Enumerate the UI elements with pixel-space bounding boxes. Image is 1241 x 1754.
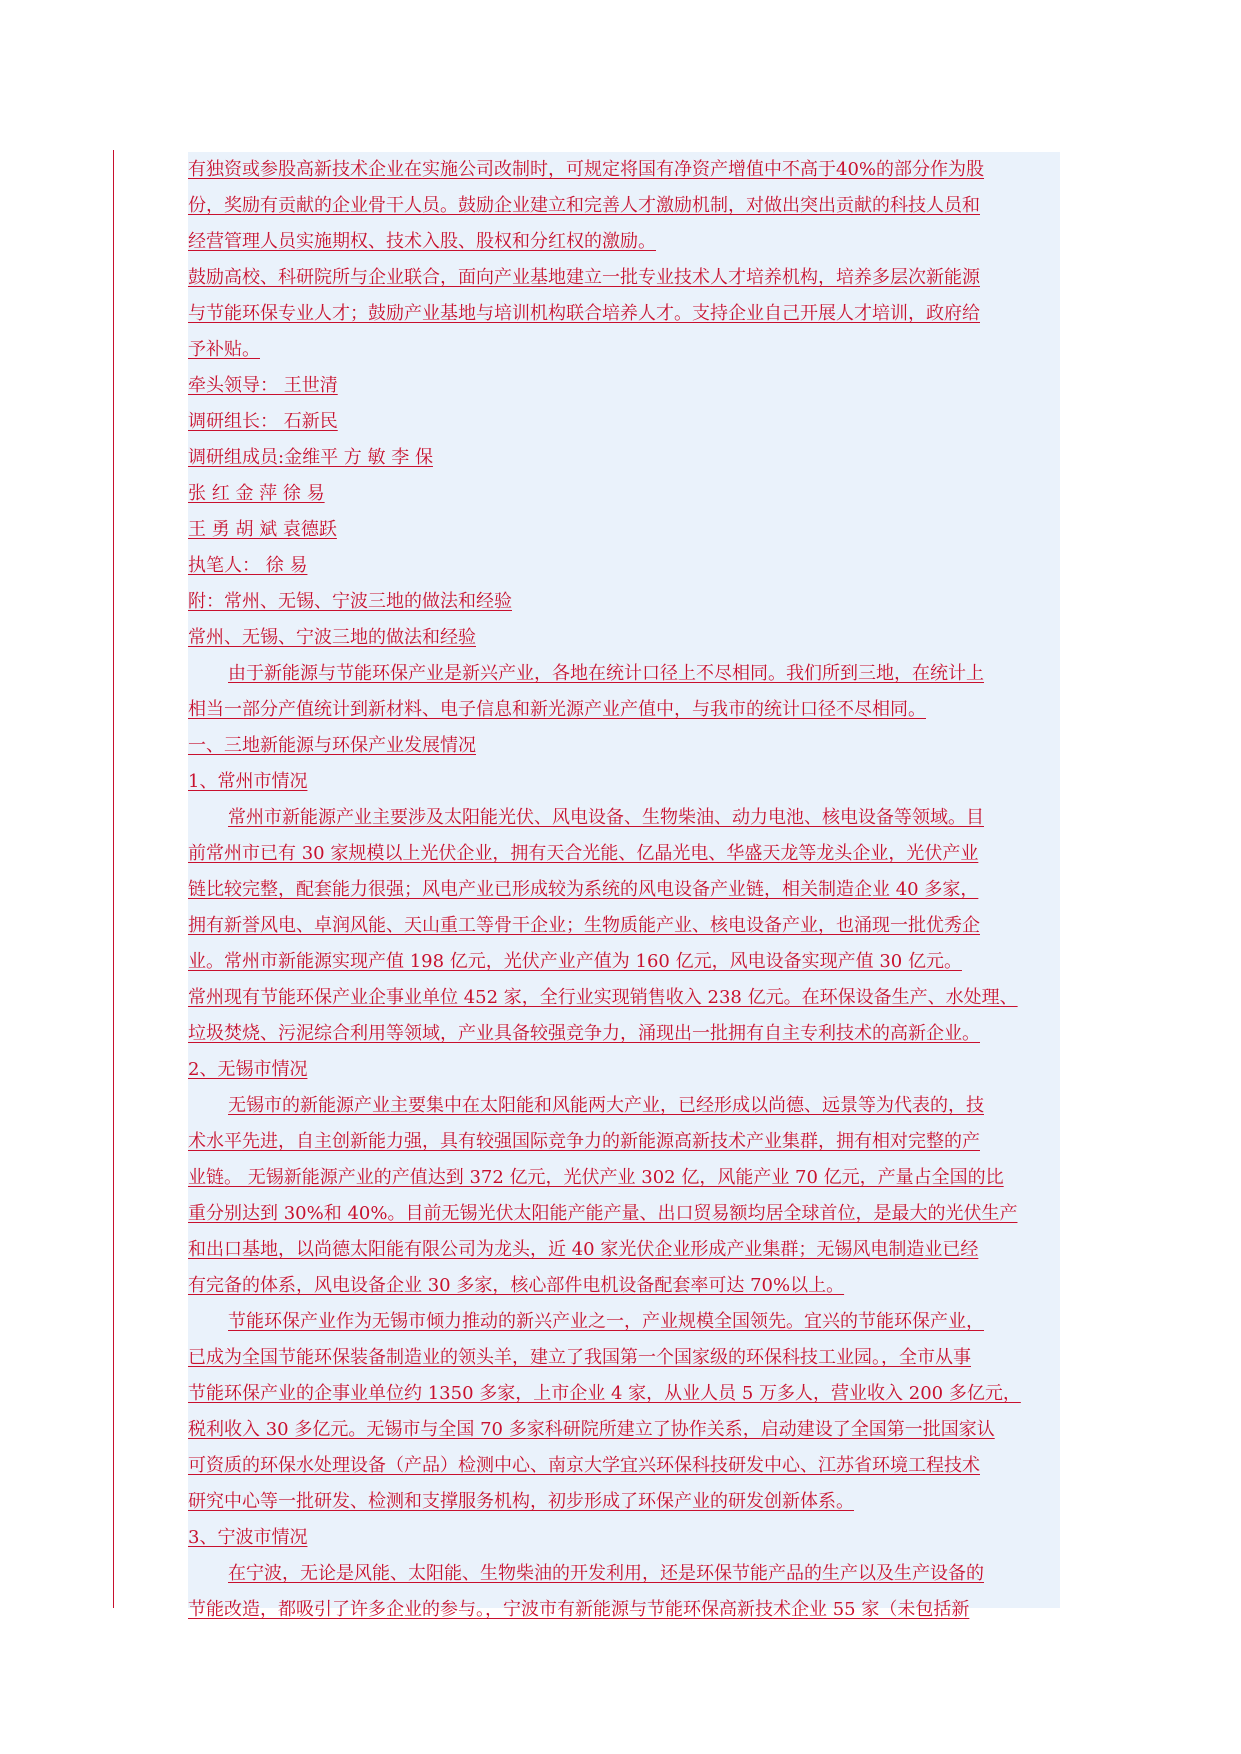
margin-rule [113,150,114,1608]
text-line [188,764,307,800]
text-line [188,980,1018,1016]
text-line [188,800,984,836]
text-line [188,1268,844,1304]
text-line [188,1340,971,1376]
text-line-content: 调研组长： 石新民 [188,411,338,432]
text-line-content: 拥有新誉风电、卓润风能、天山重工等骨干企业；生物质能产业、核电设备产业，也涌现一批优秀企 [188,915,980,936]
text-line [188,152,984,188]
text-line [188,1376,1021,1412]
text-line-content: 和出口基地，以尚德太阳能有限公司为龙头，近 40 家光伏企业形成产业集群；无锡风电制造业已经 [188,1239,979,1260]
text-line [188,1484,854,1520]
text-line [188,1160,1004,1196]
text-line [188,1088,984,1124]
text-line-content: 节能环保产业的企事业单位约 1350 多家，上市企业 4 家，从业人员 5 万多人，营业收入 200 多亿元， [188,1383,1021,1404]
text-line [188,908,980,944]
text-line [188,332,260,368]
text-line [188,1412,995,1448]
text-line [188,1232,978,1268]
text-line-content: 调研组成员:金维平 方 敏 李 保 [188,447,433,468]
text-line [188,476,325,512]
text-line-content: 重分别达到 30%和 40%。目前无锡光伏太阳能产能产量、出口贸易额均居全球首位，是最大的光伏生产 [188,1203,1018,1224]
text-line [188,584,512,620]
text-line-content: 节能改造，都吸引了许多企业的参与。，宁波市有新能源与节能环保高新技术企业 55 家（未包括新 [188,1599,970,1620]
text-line-content: 业链。 无锡新能源产业的产值达到 372 亿元，光伏产业 302 亿，风能产业 70 亿元，产量占全国的比 [188,1167,1004,1188]
text-line [188,1196,1017,1232]
text-line [188,872,978,908]
text-line-content: 有完备的体系，风电设备企业 30 多家，核心部件电机设备配套率可达 70%以上。 [188,1275,845,1296]
text-line [188,1592,969,1628]
text-line [188,1556,984,1592]
text-line-content: 王 勇 胡 斌 袁德跃 [188,519,337,540]
text-line-content: 经营管理人员实施期权、技术入股、股权和分红权的激励。 [188,231,656,252]
text-line [188,1520,307,1556]
text-line [188,260,980,296]
text-line [188,692,926,728]
text-line-content: 由于新能源与节能环保产业是新兴产业，各地在统计口径上不尽相同。我们所到三地，在统计上 [228,663,984,684]
text-line [188,620,476,656]
text-line-content: 常州、无锡、宁波三地的做法和经验 [188,627,476,648]
text-line [188,1448,980,1484]
text-line-content: 一、三地新能源与环保产业发展情况 [188,735,476,756]
text-line-content: 1、常州市情况 [188,771,308,792]
text-line-content: 垃圾焚烧、污泥综合利用等领域，产业具备较强竞争力，涌现出一批拥有自主专利技术的高新企业。 [188,1023,980,1044]
text-line-content: 有独资或参股高新技术企业在实施公司改制时，可规定将国有净资产增值中不高于40%的部分作为股 [188,159,985,180]
text-line [188,404,338,440]
document-text-block [188,152,1060,1620]
text-line-content: 执笔人： 徐 易 [188,555,308,576]
text-line [188,368,338,404]
text-line-content: 牵头领导： 王世清 [188,375,338,396]
text-line-content: 常州现有节能环保产业企事业单位 452 家，全行业实现销售收入 238 亿元。在环保设备生产、水处理、 [188,987,1018,1008]
text-line [188,296,980,332]
text-line [188,188,980,224]
text-line-content: 相当一部分产值统计到新材料、电子信息和新光源产业产值中，与我市的统计口径不尽相同。 [188,699,926,720]
text-line-content: 鼓励高校、科研院所与企业联合，面向产业基地建立一批专业技术人才培养机构，培养多层次新能源 [188,267,980,288]
text-line-content: 份，奖励有贡献的企业骨干人员。鼓励企业建立和完善人才激励机制，对做出突出贡献的科技人员和 [188,195,980,216]
text-line-content: 2、无锡市情况 [188,1059,308,1080]
text-line-content: 附：常州、无锡、宁波三地的做法和经验 [188,591,512,612]
text-line-content: 业。常州市新能源实现产值 198 亿元，光伏产业产值为 160 亿元，风电设备实现产值 30 亿元。 [188,951,962,972]
text-line [188,224,656,260]
text-line [188,1016,980,1052]
text-line [188,944,962,980]
text-line [188,836,978,872]
text-line [188,1304,984,1340]
text-line-content: 在宁波，无论是风能、太阳能、生物柴油的开发利用，还是环保节能产品的生产以及生产设备的 [228,1563,984,1584]
text-line [188,656,984,692]
text-line [188,548,307,584]
text-line-content: 前常州市已有 30 家规模以上光伏企业，拥有天合光能、亿晶光电、华盛天龙等龙头企业，光伏产业 [188,843,979,864]
text-line-content: 可资质的环保水处理设备（产品）检测中心、南京大学宜兴环保科技研发中心、江苏省环境工程技术 [188,1455,980,1476]
text-line-content: 与节能环保专业人才；鼓励产业基地与培训机构联合培养人才。支持企业自己开展人才培训，政府给 [188,303,980,324]
text-line [188,512,337,548]
text-line-content: 已成为全国节能环保装备制造业的领头羊，建立了我国第一个国家级的环保科技工业园。，全市从事 [188,1347,971,1368]
text-line-content: 无锡市的新能源产业主要集中在太阳能和风能两大产业，已经形成以尚德、远景等为代表的，技 [228,1095,984,1116]
text-line-content: 张 红 金 萍 徐 易 [188,483,325,504]
text-line [188,1052,307,1088]
text-line [188,440,433,476]
text-line [188,728,476,764]
text-line-content: 税利收入 30 多亿元。无锡市与全国 70 多家科研院所建立了协作关系，启动建设了全国第一批国家认 [188,1419,995,1440]
text-line-content: 术水平先进，自主创新能力强，具有较强国际竞争力的新能源高新技术产业集群，拥有相对完整的产 [188,1131,980,1152]
text-line-content: 予补贴。 [188,339,260,360]
text-line-content: 研究中心等一批研发、检测和支撑服务机构，初步形成了环保产业的研发创新体系。 [188,1491,854,1512]
text-line-content: 链比较完整，配套能力很强；风电产业已形成较为系统的风电设备产业链，相关制造企业 40 多家， [188,879,979,900]
text-line-content: 3、宁波市情况 [188,1527,308,1548]
text-line-content: 常州市新能源产业主要涉及太阳能光伏、风电设备、生物柴油、动力电池、核电设备等领域。目 [228,807,984,828]
text-line [188,1124,980,1160]
text-line-content: 节能环保产业作为无锡市倾力推动的新兴产业之一，产业规模全国领先。宜兴的节能环保产业， [228,1311,984,1332]
